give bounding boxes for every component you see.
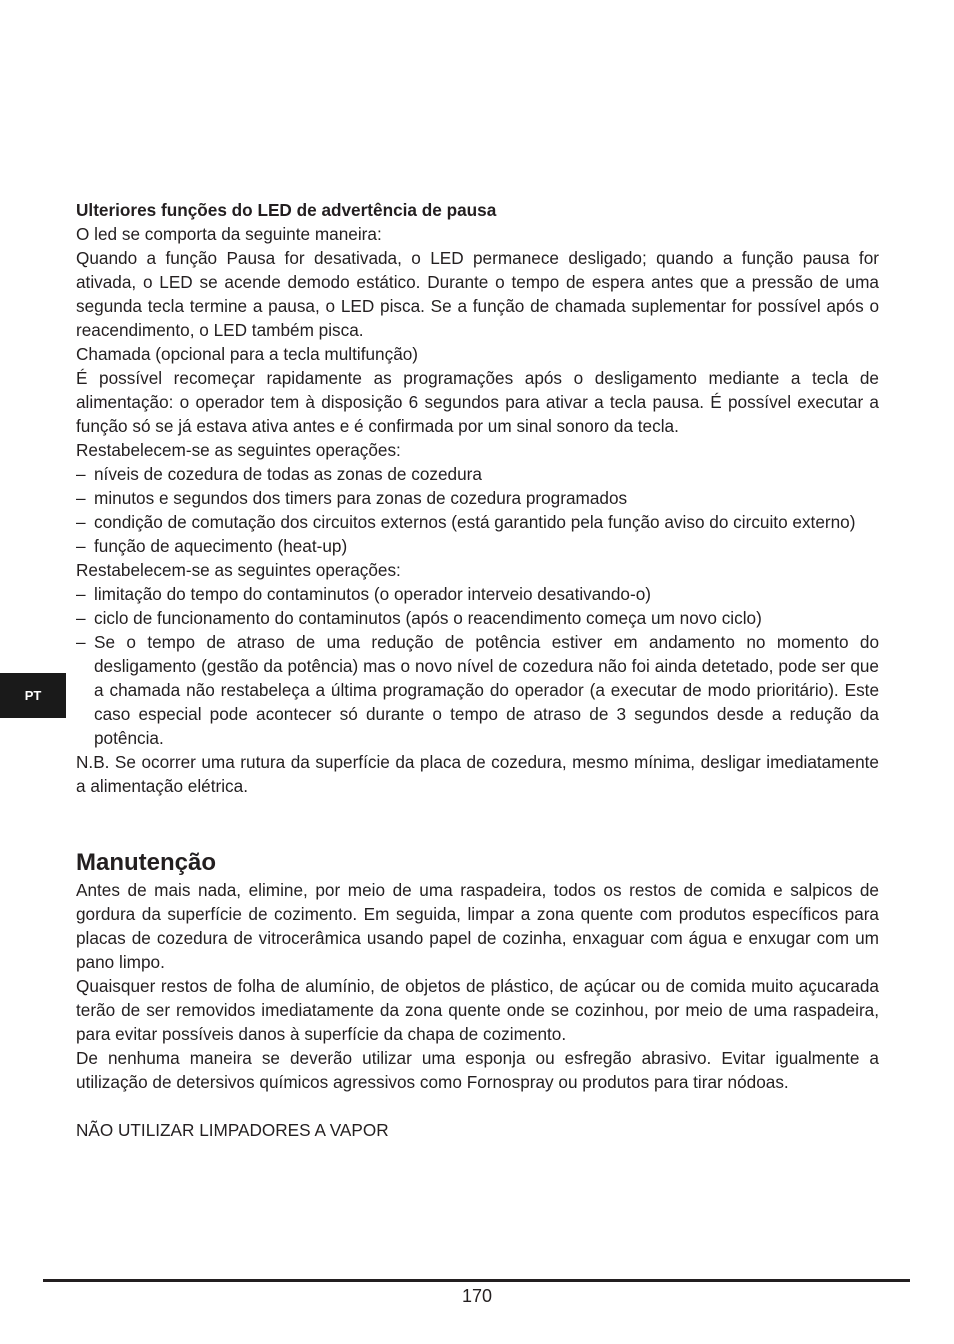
- paragraph: De nenhuma maneira se deverão utilizar uma esponja ou esfregão abrasivo. Evitar igualmente a utilização de detersivos químicos agressivos como Fornospray ou produtos para tirar nódoas.: [76, 1048, 879, 1092]
- steam-cleaner-warning: NÃO UTILIZAR LIMPADORES A VAPOR: [76, 1120, 389, 1140]
- paragraph: Restabelecem-se as seguintes operações:: [76, 440, 401, 460]
- paragraph: Quando a função Pausa for desativada, o LED permanece desligado; quando a função pausa for ativada, o LED se acende demodo estático. Durante o tempo de espera antes que a pressão de uma segunda tecla termine a pausa, o LED pisca. Se a função de chamada suplementar for possível após o reacendimento, o LED também pisca.: [76, 248, 879, 340]
- section-heading-maintenance: Manutenção: [76, 849, 217, 876]
- paragraph: O led se comporta da seguinte maneira:: [76, 224, 382, 244]
- list-item: – minutos e segundos dos timers para zonas de cozedura programados: [76, 486, 879, 510]
- paragraph: Antes de mais nada, elimine, por meio de uma raspadeira, todos os restos de comida e salpicos de gordura da superfície de cozimento. Em seguida, limpar a zona quente com produtos específicos para placas de cozedura de vitrocerâmica usando papel de cozinha, enxaguar com água e enxugar com um pano limpo.: [76, 880, 879, 972]
- list-item: – níveis de cozedura de todas as zonas de cozedura: [76, 462, 879, 486]
- list-item: – limitação do tempo do contaminutos (o operador interveio desativando-o): [76, 582, 879, 606]
- restored-operations-list-2: [76, 582, 879, 750]
- list-item: – função de aquecimento (heat-up): [76, 534, 879, 558]
- page-content: [76, 198, 879, 1142]
- list-item: – ciclo de funcionamento do contaminutos (após o reacendimento começa um novo ciclo): [76, 606, 879, 630]
- page-number: 170: [461, 1286, 493, 1306]
- language-tab: PT: [0, 673, 66, 718]
- section-heading-led: Ulteriores funções do LED de advertência de pausa: [76, 200, 497, 220]
- paragraph: É possível recomeçar rapidamente as programações após o desligamento mediante a tecla de alimentação: o operador tem à disposição 6 segundos para ativar a tecla pausa. É possível executar a função só se já estava ativa antes e é confirmada por um sinal sonoro da tecla.: [76, 368, 879, 436]
- paragraph: Restabelecem-se as seguintes operações:: [76, 560, 401, 580]
- footer-rule: [43, 1279, 910, 1282]
- restored-operations-list: [76, 462, 879, 558]
- paragraph: Quaisquer restos de folha de alumínio, de objetos de plástico, de açúcar ou de comida muito açucarada terão de ser removidos imediatamente da zona quente onde se cozinhou, por meio de uma raspadeira, para evitar possíveis danos à superfície da chapa de cozimento.: [76, 976, 879, 1044]
- list-item: – condição de comutação dos circuitos externos (está garantido pela função aviso do circuito externo): [76, 510, 879, 534]
- list-item: – Se o tempo de atraso de uma redução de potência estiver em andamento no momento do desligamento (gestão da potência) mas o novo nível de cozedura não foi ainda detetado, pode ser que a chamada não restabeleça a última programação do operador (a executar de modo prioritário). Este caso especial pode acontecer só durante o tempo de atraso de 3 segundos desde a redução da potência.: [76, 630, 879, 750]
- paragraph: Chamada (opcional para a tecla multifunção): [76, 344, 419, 364]
- safety-note: N.B. Se ocorrer uma rutura da superfície da placa de cozedura, mesmo mínima, desligar imediatamente a alimentação elétrica.: [76, 752, 879, 796]
